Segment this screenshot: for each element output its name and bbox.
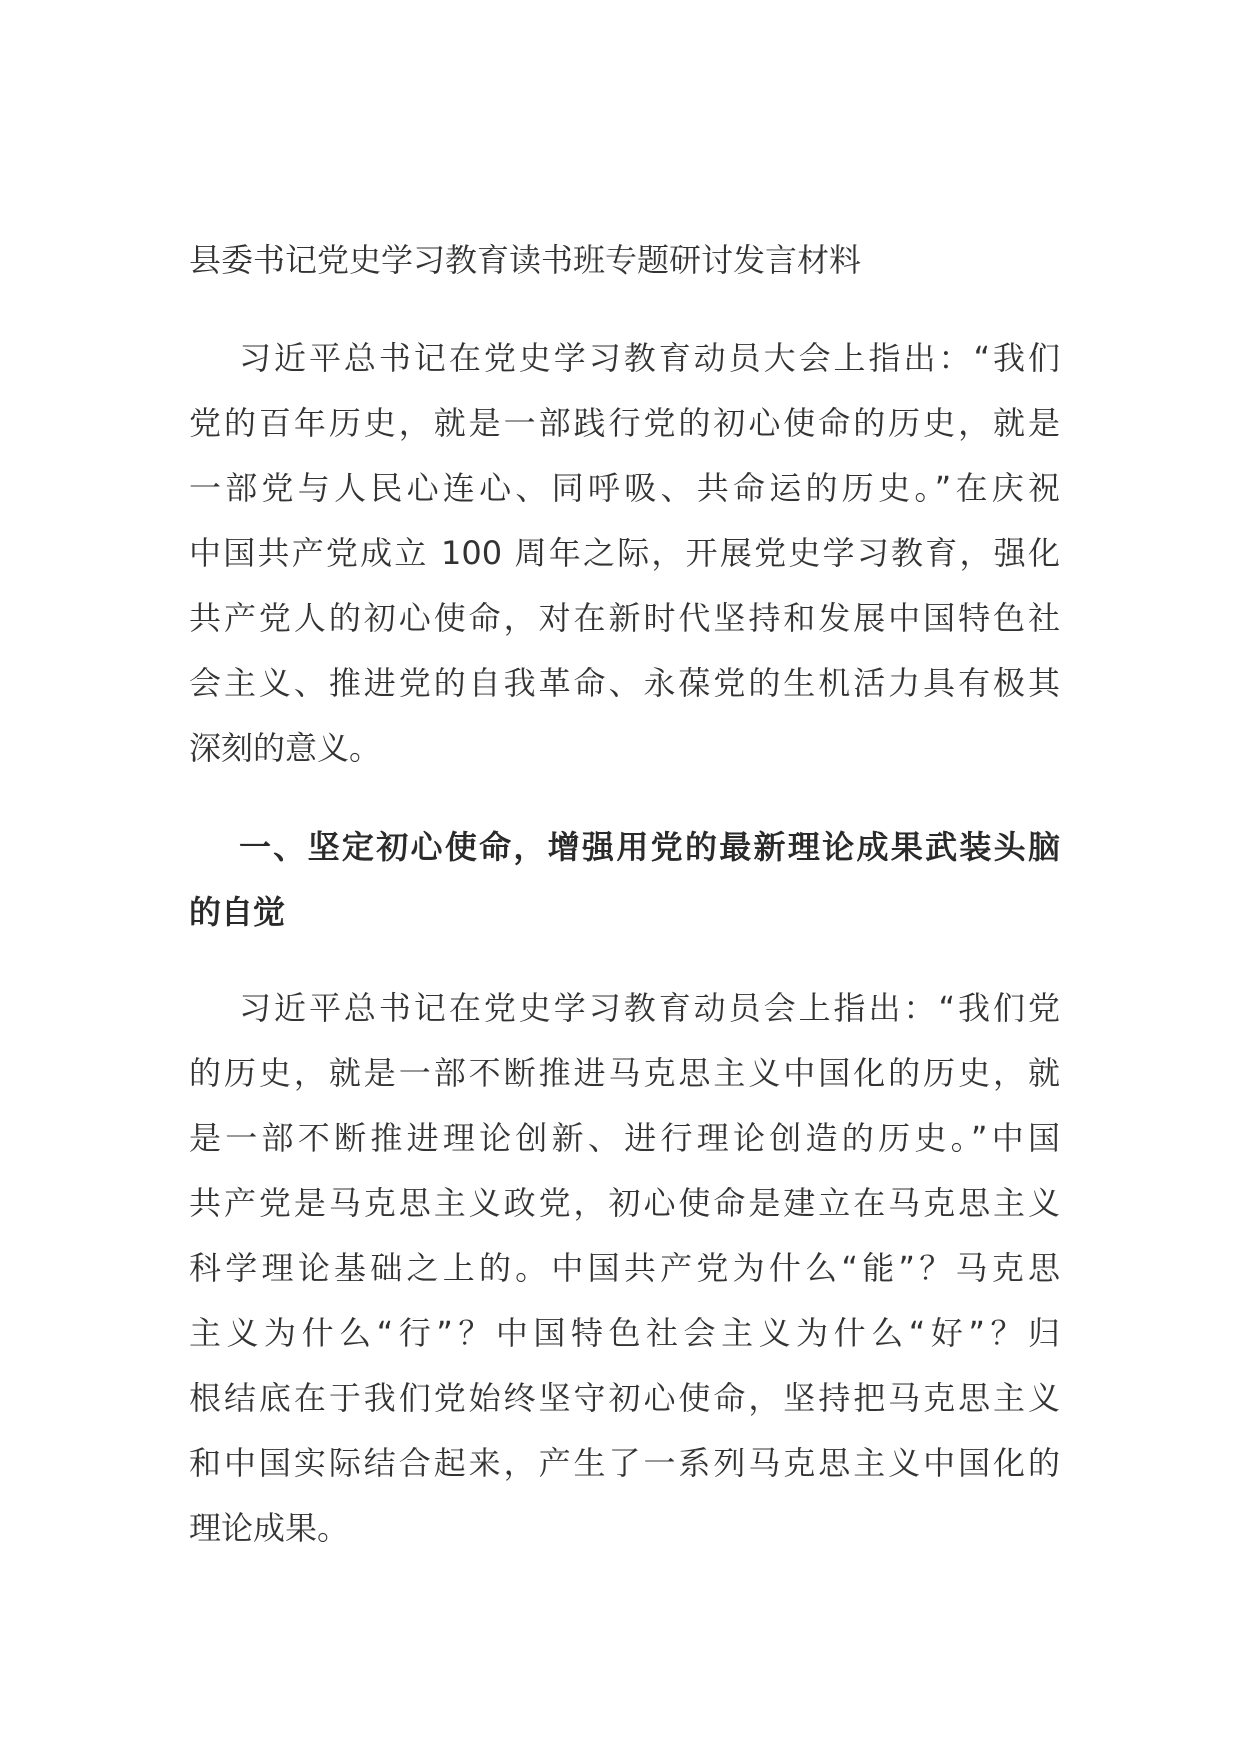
- text-line: 科学理论基础之上的。中国共产党为什么“能”？马克思: [189, 1249, 1060, 1287]
- section-heading-1: [189, 815, 1060, 945]
- text-line: 和中国实际结合起来，产生了一系列马克思主义中国化的: [189, 1444, 1060, 1482]
- text-line: 中国共产党成立 100 周年之际，开展党史学习教育，强化: [189, 534, 1060, 572]
- text-line: 习近平总书记在党史学习教育动员大会上指出：“我们: [239, 339, 1060, 377]
- text-line: 一部党与人民心连心、同呼吸、共命运的历史。”在庆祝: [189, 469, 1060, 507]
- text-line: 根结底在于我们党始终坚守初心使命，坚持把马克思主义: [189, 1379, 1060, 1417]
- text-line: 是一部不断推进理论创新、进行理论创造的历史。”中国: [189, 1119, 1060, 1157]
- text-line: 党的百年历史，就是一部践行党的初心使命的历史，就是: [189, 404, 1060, 442]
- document-title-block: [189, 228, 1060, 293]
- text-line: 一、坚定初心使命，增强用党的最新理论成果武装头脑: [239, 828, 1060, 866]
- text-line: 的历史，就是一部不断推进马克思主义中国化的历史，就: [189, 1054, 1060, 1092]
- paragraph-2: [189, 976, 1060, 1561]
- document-title: 县委书记党史学习教育读书班专题研讨发言材料: [189, 241, 862, 279]
- text-line: 共产党人的初心使命，对在新时代坚持和发展中国特色社: [189, 599, 1060, 637]
- text-line: 习近平总书记在党史学习教育动员会上指出：“我们党: [239, 989, 1060, 1027]
- text-line: 理论成果。: [189, 1509, 350, 1547]
- text-line: 会主义、推进党的自我革命、永葆党的生机活力具有极其: [189, 664, 1060, 702]
- paragraph-1: [189, 326, 1060, 781]
- text-line: 的自觉: [189, 893, 286, 931]
- text-line: 共产党是马克思主义政党，初心使命是建立在马克思主义: [189, 1184, 1060, 1222]
- text-line: 主义为什么“行”？中国特色社会主义为什么“好”？归: [189, 1314, 1060, 1352]
- text-line: 深刻的意义。: [189, 729, 382, 767]
